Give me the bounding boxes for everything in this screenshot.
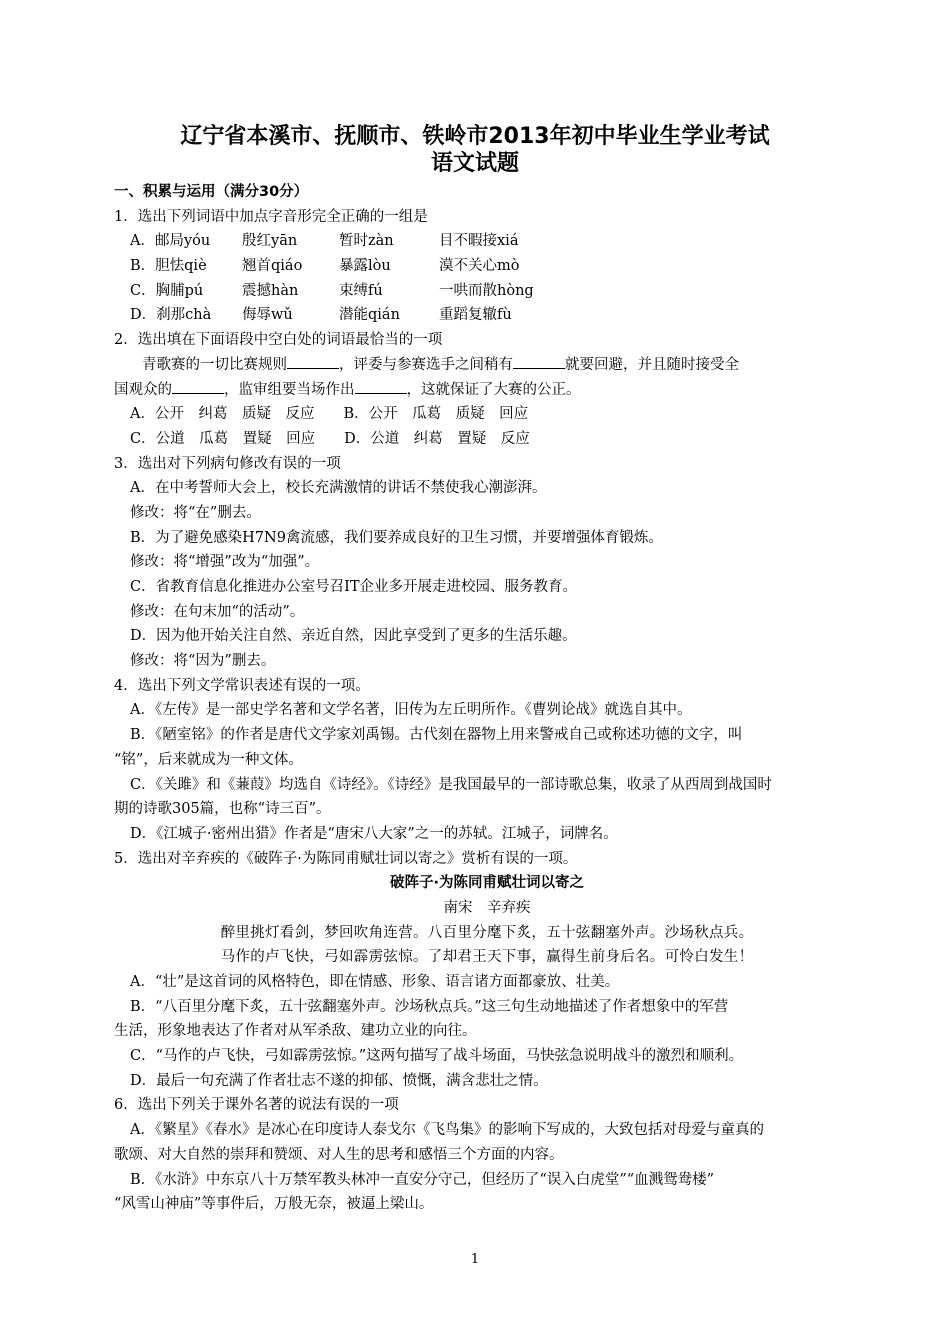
question-2-options-cd: C．公道 瓜葛 置疑 回应 D．公道 纠葛 置疑 反应 — [130, 430, 530, 447]
page-number: 1 — [470, 1252, 480, 1267]
question-3-option-d: D．因为他开始关注自然、亲近自然，因此享受到了更多的生活乐趣。 — [130, 628, 577, 645]
exam-subtitle: 语文试题 — [430, 151, 519, 176]
option-word: 暂时zàn — [339, 233, 394, 250]
question-4-stem: 4．选出下列文学常识表述有误的一项。 — [114, 677, 370, 694]
question-1-stem: 1．选出下列词语中加点字音形完全正确的一组是 — [114, 208, 428, 225]
question-3-option-a: A．在中考誓师大会上，校长充满激情的讲话不禁使我心潮澎湃。 — [130, 480, 547, 497]
question-5-option-a: A．“壮”是这首词的风格特色，即在情感、形象、语言诸方面都豪放、壮美。 — [130, 974, 620, 990]
question-3-option-b: B．为了避免感染H7N9禽流感，我们要养成良好的卫生习惯，并要增强体育锻炼。 — [130, 529, 663, 546]
poem-author: 南宋 辛弃疾 — [443, 899, 531, 916]
question-6-option-a: A．《繁星》《春水》是冰心在印度诗人泰戈尔《飞鸟集》的影响下写成的，大致包括对母爱与童真的 — [130, 1122, 764, 1139]
option-word: 翘首qiáo — [242, 258, 303, 275]
option-word: 震撼hàn — [242, 282, 299, 299]
question-1-option-a — [114, 229, 844, 254]
exam-content — [114, 180, 844, 1217]
question-5-option-d: D．最后一句充满了作者壮志不遂的抑郁、愤慨，满含悲壮之情。 — [130, 1072, 548, 1089]
option-word: 重蹈复辙fù — [439, 307, 512, 324]
passage-text: ，监审组要当场作出 — [224, 381, 355, 398]
question-6-option-b: B．《水浒》中东京八十万禁军教头林冲一直安分守己，但经历了“误入白虎堂”“血溅鸳鸯楼” — [130, 1171, 715, 1188]
question-4-option-c-cont: 期的诗歌305篇，也称“诗三百”。 — [114, 801, 331, 818]
passage-text: ，这就保证了大赛的公正。 — [406, 381, 581, 398]
option-word: D．刹那chà — [130, 307, 212, 324]
question-2-stem: 2．选出填在下面语段中空白处的词语最恰当的一项 — [114, 332, 443, 349]
passage-text: 国观众的 — [114, 381, 172, 398]
section-heading: 一、积累与运用（满分30分） — [114, 184, 309, 200]
option-word: A．邮局yóu — [130, 233, 211, 250]
question-3-option-c: C．省教育信息化推进办公室号召IT企业多开展走进校园、服务教育。 — [130, 579, 577, 595]
question-5-option-b-cont: 生活，形象地表达了作者对从军杀敌、建功立业的向往。 — [114, 1023, 477, 1040]
option-word: 暴露lòu — [339, 258, 391, 275]
question-3-stem: 3．选出对下列病句修改有误的一项 — [114, 455, 341, 472]
question-1-option-d — [114, 303, 844, 328]
question-4-option-c: C．《关雎》和《蒹葭》均选自《诗经》。《诗经》是我国最早的一部诗歌总集，收录了从西周到战国时 — [130, 776, 772, 793]
option-word: B．胆怯qiè — [130, 258, 207, 275]
question-6-stem: 6．选出下列关于课外名著的说法有误的一项 — [114, 1097, 399, 1114]
question-3-fix-d: 修改：将“因为”删去。 — [130, 653, 276, 670]
question-5-option-c: C．“马作的卢飞快，弓如霹雳弦惊。”这两句描写了战斗场面，马快弦急说明战斗的激烈和顺利。 — [130, 1048, 744, 1065]
option-word: 一哄而散hòng — [439, 282, 534, 299]
question-5-stem: 5．选出对辛弃疾的《破阵子·为陈同甫赋壮词以寄之》赏析有误的一项。 — [114, 850, 578, 867]
exam-title: 辽宁省本溪市、抚顺市、铁岭市2013年初中毕业生学业考试 — [180, 124, 770, 149]
poem-line: 马作的卢飞快，弓如霹雳弦惊。了却君王天下事，赢得生前身后名。可怜白发生！ — [220, 949, 754, 966]
poem-title: 破阵子·为陈同甫赋壮词以寄之 — [389, 875, 584, 892]
option-word: 目不暇接xiá — [439, 233, 519, 250]
question-1-option-c — [114, 279, 844, 304]
fill-blank — [513, 354, 565, 369]
option-word: 殷红yān — [242, 233, 298, 250]
poem-line: 醉里挑灯看剑，梦回吹角连营。八百里分麾下炙，五十弦翻塞外声。沙场秋点兵。 — [220, 924, 754, 941]
passage-text: 就要回避，并且随时接受全 — [565, 356, 739, 373]
passage-text: ，评委与参赛选手之间稍有 — [339, 356, 513, 373]
fill-blank — [287, 354, 339, 369]
question-6-option-a-cont: 歌颂、对大自然的崇拜和赞颂、对人生的思考和感悟三个方面的内容。 — [114, 1146, 564, 1163]
question-4-option-a: A．《左传》是一部史学名著和文学名著，旧传为左丘明所作。《曹刿论战》就选自其中。 — [130, 702, 692, 719]
option-word: 潜能qián — [339, 307, 400, 324]
question-3-fix-b: 修改：将“增强”改为“加强”。 — [130, 554, 320, 571]
question-4-option-d: D．《江城子·密州出猎》作者是“唐宋八大家”之一的苏轼。江城子，词牌名。 — [130, 825, 618, 842]
question-3-fix-c: 修改：在句末加“的活动”。 — [130, 603, 305, 620]
option-word: 束缚fú — [339, 282, 383, 299]
fill-blank — [355, 379, 407, 394]
question-2-passage-line-2 — [114, 378, 844, 403]
question-2-options-ab: A．公开 纠葛 质疑 反应 B．公开 瓜葛 质疑 回应 — [130, 406, 529, 423]
question-2-passage-line-1 — [114, 353, 844, 378]
question-1-option-b — [114, 254, 844, 279]
question-4-option-b: B．《陋室铭》的作者是唐代文学家刘禹锡。古代刻在器物上用来警戒自己或称述功德的文字，叫 — [130, 727, 743, 744]
option-word: C．胸脯pú — [130, 282, 204, 299]
question-3-fix-a: 修改：将“在”删去。 — [130, 504, 261, 521]
option-word: 漠不关心mò — [439, 258, 520, 275]
question-5-option-b: B．“八百里分麾下炙，五十弦翻塞外声。沙场秋点兵。”这三句生动地描述了作者想象中的军营 — [130, 998, 729, 1015]
passage-text: 青歌赛的一切比赛规则 — [142, 356, 287, 373]
option-word: 侮辱wǔ — [242, 307, 293, 324]
fill-blank — [172, 379, 224, 394]
question-4-option-b-cont: “铭”，后来就成为一种文体。 — [114, 751, 303, 768]
question-6-option-b-cont: “风雪山神庙”等事件后，万般无奈，被逼上梁山。 — [114, 1196, 434, 1213]
